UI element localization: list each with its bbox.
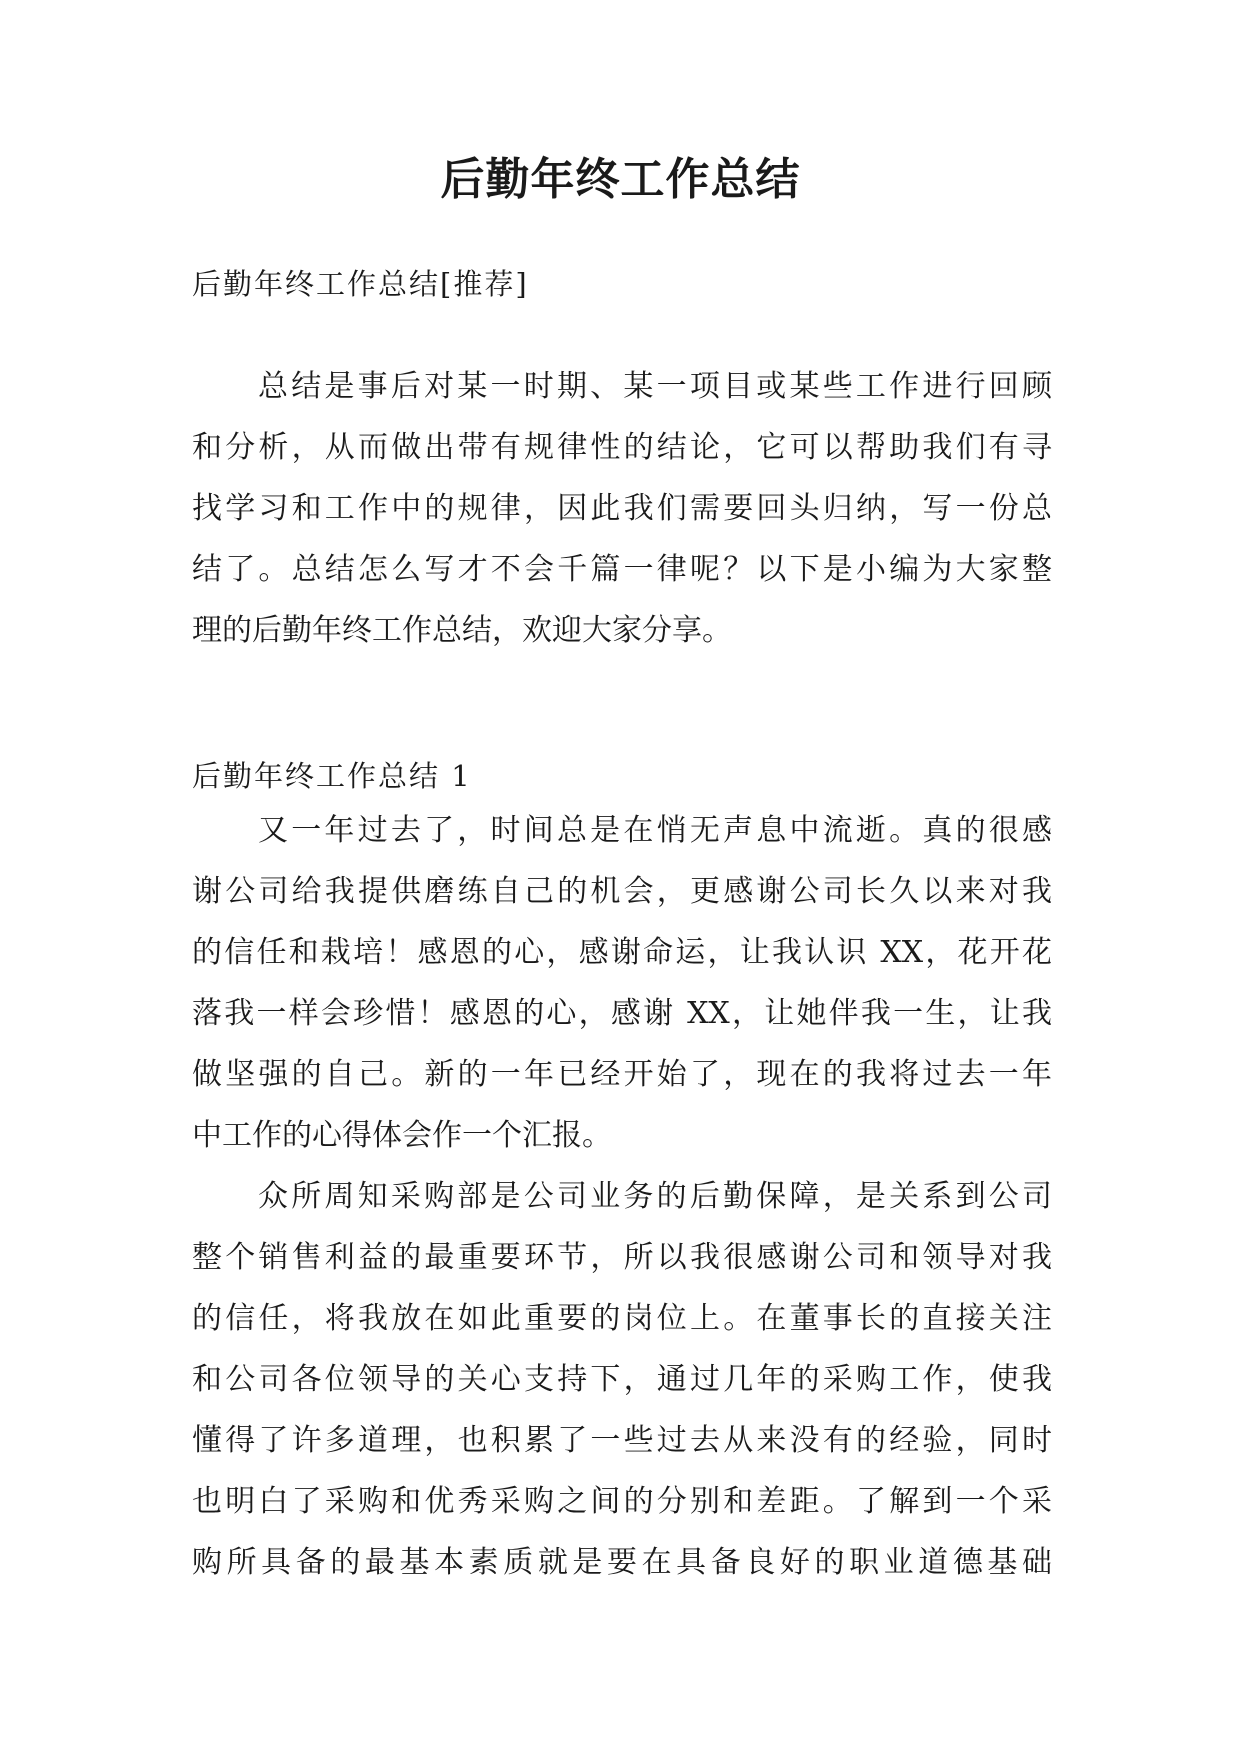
paragraph-line: 懂得了许多道理，也积累了一些过去从来没有的经验，同时: [192, 1423, 1052, 1458]
paragraph-line: 理的后勤年终工作总结，欢迎大家分享。: [192, 613, 732, 648]
paragraph-line: 众所周知采购部是公司业务的后勤保障，是关系到公司: [258, 1179, 1052, 1214]
paragraph-line: 又一年过去了，时间总是在悄无声息中流逝。真的很感: [258, 813, 1052, 848]
intro-paragraph: [192, 356, 1052, 661]
paragraph-line: 的信任和栽培！感恩的心，感谢命运，让我认识 XX，花开花: [192, 935, 1052, 970]
paragraph-line: 找学习和工作中的规律，因此我们需要回头归纳，写一份总: [192, 491, 1052, 526]
section1-paragraph-1: [192, 800, 1052, 1166]
paragraph-line: 中工作的心得体会作一个汇报。: [192, 1118, 612, 1153]
document-title: 后勤年终工作总结: [440, 154, 801, 205]
paragraph-line: 的信任，将我放在如此重要的岗位上。在董事长的直接关注: [192, 1301, 1052, 1336]
paragraph-line: 谢公司给我提供磨练自己的机会，更感谢公司长久以来对我: [192, 874, 1052, 909]
paragraph-line: 落我一样会珍惜！感恩的心，感谢 XX，让她伴我一生，让我: [192, 996, 1052, 1031]
paragraph-line: 结了。总结怎么写才不会千篇一律呢？以下是小编为大家整: [192, 552, 1052, 587]
paragraph-line: 做坚强的自己。新的一年已经开始了，现在的我将过去一年: [192, 1057, 1052, 1092]
section-heading: 后勤年终工作总结 1: [192, 759, 472, 793]
paragraph-line: 总结是事后对某一时期、某一项目或某些工作进行回顾: [258, 369, 1052, 404]
section1-paragraph-2: [192, 1166, 1052, 1593]
paragraph-line: 和分析，从而做出带有规律性的结论，它可以帮助我们有寻: [192, 430, 1052, 465]
paragraph-line: 整个销售利益的最重要环节，所以我很感谢公司和领导对我: [192, 1240, 1052, 1275]
paragraph-line: 和公司各位领导的关心支持下，通过几年的采购工作，使我: [192, 1362, 1052, 1397]
document-subtitle: 后勤年终工作总结[推荐]: [192, 267, 529, 301]
paragraph-line: 也明白了采购和优秀采购之间的分别和差距。了解到一个采: [192, 1484, 1052, 1519]
paragraph-line: 购所具备的最基本素质就是要在具备良好的职业道德基础: [192, 1545, 1052, 1580]
